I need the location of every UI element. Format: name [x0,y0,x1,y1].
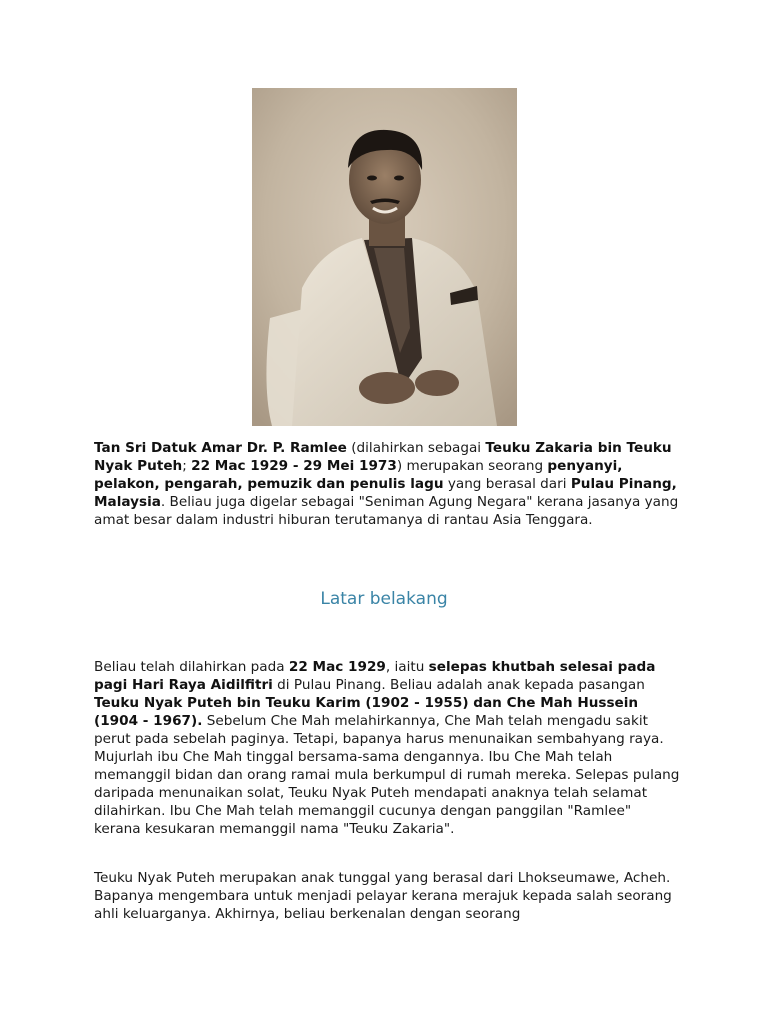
text-run: , iaitu [385,659,429,675]
portrait-photo [252,88,517,426]
bold-text: Tan Sri Datuk Amar Dr. P. Ramlee [94,440,347,456]
text-run: ; [182,458,192,474]
text-run: Beliau telah dilahirkan pada [94,659,289,675]
text-run: Sebelum Che Mah melahirkannya, Che Mah telah mengadu sakit perut pada sebelah paginya. Tetapi, bapanya harus menunaikan sembahyang raya. Mujurlah ibu Che Mah tinggal bersama-sama dengannya. Ibu Che Mah telah memanggil bidan dan orang ramai mula berkumpul di rumah mereka. Selepas pulang daripada menunaikan solat, Teuku Nyak Puteh mendapati anaknya telah selamat dilahirkan. Ibu Che Mah telah memanggil cucunya dengan panggilan "Ramlee" kerana kesukaran memanggil nama "Teuku Zakaria". [94,713,680,837]
body-paragraph-1 [94,658,682,838]
text-run: di Pulau Pinang. Beliau adalah anak kepada pasangan [272,677,645,693]
text-run: . Beliau juga digelar sebagai "Seniman Agung Negara" kerana jasanya yang amat besar dalam industri hiburan terutamanya di rantau Asia Tenggara. [94,494,679,528]
bold-text: selepas khutbah selesai pada pagi Hari Raya Aidilfitri [94,659,656,693]
bold-text: 22 Mac 1929 - 29 Mei 1973 [191,458,397,474]
bold-text: 22 Mac 1929 [288,659,386,675]
intro-paragraph [94,439,682,529]
text-run: yang berasal dari [443,476,571,492]
bold-text: penyanyi, pelakon, pengarah, pemuzik dan penulis lagu [94,458,623,492]
section-heading: Latar belakang [320,589,448,609]
bold-text: Teuku Zakaria bin Teuku Nyak Puteh [94,440,672,474]
body-paragraph-2 [94,869,682,923]
bold-text: Teuku Nyak Puteh bin Teuku Karim (1902 - 1955) dan Che Mah Hussein (1904 - 1967). [94,695,639,729]
text-run: ) merupakan seorang [396,458,548,474]
text-run: Teuku Nyak Puteh merupakan anak tunggal yang berasal dari Lhokseumawe, Acheh. Bapanya mengembara untuk menjadi pelayar kerana merajuk kepada salah seorang ahli keluarganya. Akhirnya, beliau berkenalan dengan seorang [94,870,672,922]
bold-text: Pulau Pinang, Malaysia [94,476,677,510]
text-run: (dilahirkan sebagai [346,440,486,456]
